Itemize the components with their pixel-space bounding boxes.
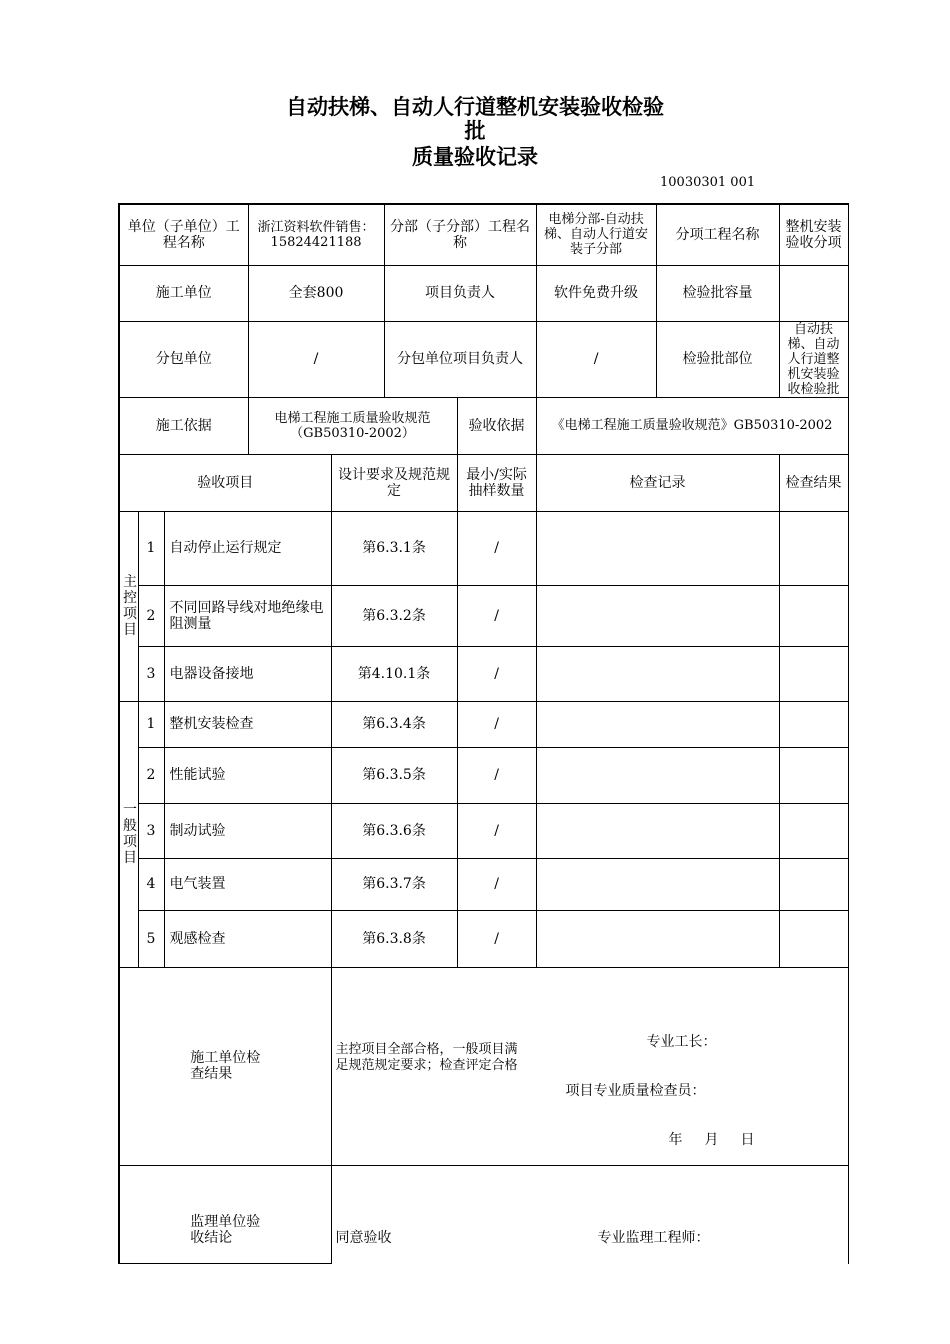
item-result — [779, 585, 848, 646]
item-name: 不同回路导线对地绝缘电阻测量 — [164, 585, 331, 646]
item-sample: / — [457, 910, 536, 967]
basis-label: 施工依据 — [119, 397, 248, 454]
item-sample: / — [457, 701, 536, 747]
main-group-label: 主控项目 — [119, 511, 138, 701]
item-no: 2 — [138, 585, 164, 646]
table-row — [119, 511, 848, 585]
subunit-value: 电梯分部-自动扶梯、自动人行道安装子分部 — [536, 204, 656, 265]
item-no: 4 — [138, 858, 164, 910]
table-row — [119, 646, 848, 701]
table-row — [119, 803, 848, 858]
item-name: 制动试验 — [164, 803, 331, 858]
accept-basis-label: 验收依据 — [457, 397, 536, 454]
col-design-header: 设计要求及规范规定 — [331, 454, 457, 511]
item-clause: 第6.3.7条 — [331, 858, 457, 910]
table-row — [119, 858, 848, 910]
subunit-label: 分部（子分部）工程名称 — [384, 204, 536, 265]
item-sample: / — [457, 646, 536, 701]
item-name: 性能试验 — [164, 747, 331, 803]
constructor-value: 全套800 — [248, 265, 384, 321]
item-clause: 第6.3.2条 — [331, 585, 457, 646]
item-record — [536, 910, 779, 967]
supervision-label: 监理单位验收结论 — [119, 1165, 331, 1264]
item-name: 观感检查 — [164, 910, 331, 967]
table-row — [119, 910, 848, 967]
capacity-label: 检验批容量 — [656, 265, 779, 321]
item-result — [779, 803, 848, 858]
sub-pm-label: 分包单位项目负责人 — [384, 321, 536, 397]
col-sample-header: 最小/实际抽样数量 — [457, 454, 536, 511]
item-name: 自动停止运行规定 — [164, 511, 331, 585]
item-clause: 第6.3.4条 — [331, 701, 457, 747]
page-title-line2: 批 — [464, 119, 486, 143]
unit-value: 浙江资料软件销售：15824421188 — [248, 204, 384, 265]
location-value: 自动扶梯、自动人行道整机安装验收检验批 — [779, 321, 848, 397]
inspection-text: 主控项目全部合格，一般项目满足规范规定要求；检查评定合格 — [335, 1041, 518, 1073]
item-result — [779, 858, 848, 910]
item-record — [536, 646, 779, 701]
basis-value: 电梯工程施工质量验收规范（GB50310-2002） — [248, 397, 457, 454]
item-no: 1 — [138, 701, 164, 747]
col-result-header: 检查结果 — [779, 454, 848, 511]
item-no: 3 — [138, 646, 164, 701]
item-clause: 第6.3.6条 — [331, 803, 457, 858]
item-no: 3 — [138, 803, 164, 858]
table-row — [119, 585, 848, 646]
inspection-date: 年 月 日 — [668, 1131, 759, 1148]
inspection-cell — [331, 967, 848, 1165]
page-title-line1: 自动扶梯、自动人行道整机安装验收检验 — [286, 95, 664, 119]
col-item-header: 验收项目 — [119, 454, 331, 511]
pm-value: 软件免费升级 — [536, 265, 656, 321]
item-sample: / — [457, 511, 536, 585]
item-value: 整机安装验收分项 — [779, 204, 848, 265]
location-label: 检验批部位 — [656, 321, 779, 397]
item-record — [536, 701, 779, 747]
item-record — [536, 858, 779, 910]
capacity-value — [779, 265, 848, 321]
acceptance-record-table — [118, 203, 849, 1264]
general-group-label: 一般项目 — [119, 701, 138, 967]
item-sample: / — [457, 858, 536, 910]
accept-basis-value: 《电梯工程施工质量验收规范》GB50310-2002 — [536, 397, 848, 454]
item-no: 5 — [138, 910, 164, 967]
item-no: 2 — [138, 747, 164, 803]
item-name: 整机安装检查 — [164, 701, 331, 747]
col-record-header: 检查记录 — [536, 454, 779, 511]
item-result — [779, 701, 848, 747]
engineer-label: 专业监理工程师： — [597, 1229, 710, 1246]
item-record — [536, 511, 779, 585]
inspector-label: 项目专业质量检查员： — [565, 1082, 706, 1099]
sub-label: 分包单位 — [119, 321, 248, 397]
supervision-cell — [331, 1165, 848, 1264]
doc-number: 10030301 001 — [660, 175, 756, 190]
item-sample: / — [457, 803, 536, 858]
item-clause: 第6.3.8条 — [331, 910, 457, 967]
pm-label: 项目负责人 — [384, 265, 536, 321]
unit-label: 单位（子单位）工程名称 — [119, 204, 248, 265]
page-title-line3: 质量验收记录 — [412, 145, 538, 169]
item-sample: / — [457, 747, 536, 803]
sub-pm-value: / — [536, 321, 656, 397]
item-name: 电器设备接地 — [164, 646, 331, 701]
item-name: 电气装置 — [164, 858, 331, 910]
item-record — [536, 585, 779, 646]
inspection-label: 施工单位检查结果 — [119, 967, 331, 1165]
item-result — [779, 747, 848, 803]
item-label: 分项工程名称 — [656, 204, 779, 265]
item-clause: 第4.10.1条 — [331, 646, 457, 701]
item-clause: 第6.3.5条 — [331, 747, 457, 803]
table-row — [119, 747, 848, 803]
item-result — [779, 910, 848, 967]
item-result — [779, 646, 848, 701]
item-result — [779, 511, 848, 585]
foreman-label: 专业工长： — [646, 1033, 717, 1050]
item-record — [536, 803, 779, 858]
constructor-label: 施工单位 — [119, 265, 248, 321]
item-clause: 第6.3.1条 — [331, 511, 457, 585]
sub-value: / — [248, 321, 384, 397]
supervision-text: 同意验收 — [335, 1229, 392, 1246]
item-no: 1 — [138, 511, 164, 585]
item-sample: / — [457, 585, 536, 646]
table-row — [119, 701, 848, 747]
item-record — [536, 747, 779, 803]
